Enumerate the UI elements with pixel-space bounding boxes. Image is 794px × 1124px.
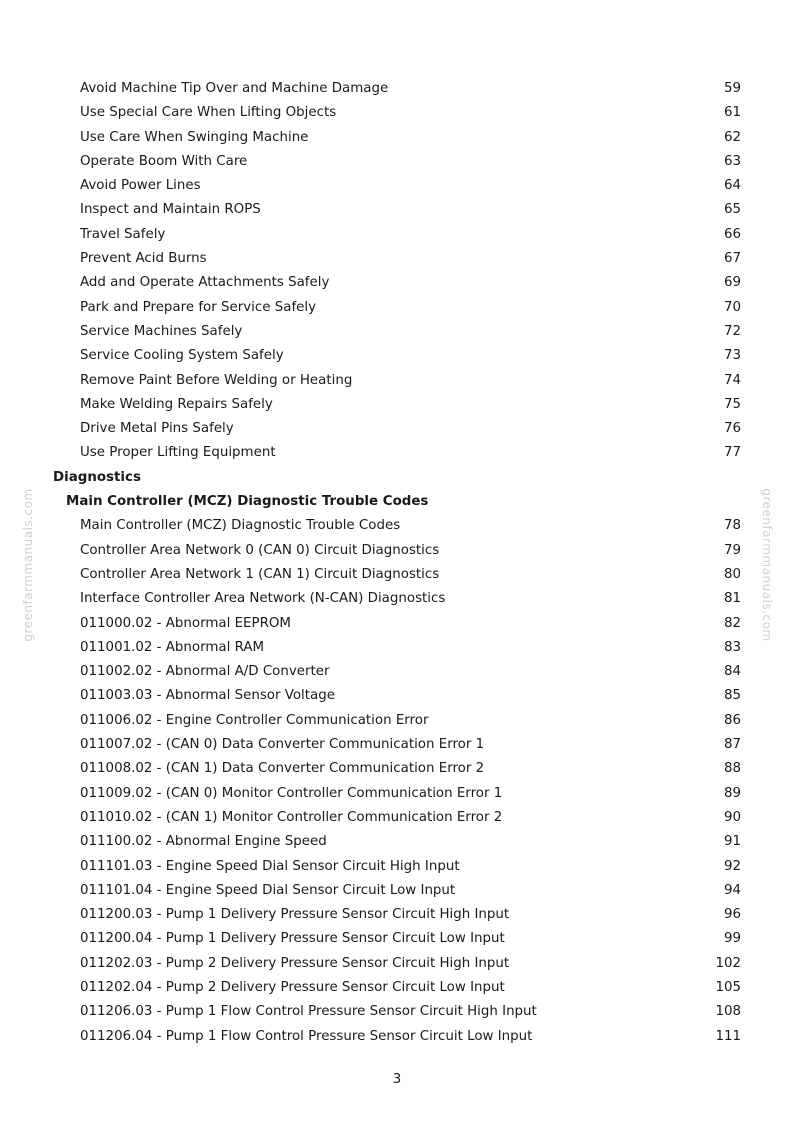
toc-entry[interactable] [0,855,794,879]
toc-entry-page: 85 [723,688,741,704]
toc-entry-title: 011010.02 - (CAN 1) Monitor Controller Communication Error 2 [80,809,503,825]
toc-entry[interactable] [0,344,794,368]
toc-entry[interactable] [0,296,794,320]
toc-entry-title: 011200.03 - Pump 1 Delivery Pressure Sensor Circuit High Input [80,907,510,923]
watermark-right: greenfarmmanuals.com [760,488,774,642]
toc-entry-page: 94 [723,882,741,898]
toc-entry-page: 77 [723,445,741,461]
toc-entry-page: 81 [723,591,741,607]
toc-entry-page: 90 [723,809,741,825]
toc-entry-page: 82 [723,615,741,631]
toc-entry-page: 59 [723,81,741,96]
toc-entry[interactable] [0,757,794,781]
toc-entry-page: 65 [723,202,741,218]
toc-entry-page: 75 [723,396,741,412]
toc-entry-title: Avoid Power Lines [80,178,201,194]
toc-entry[interactable] [0,709,794,733]
toc-entry-page: 102 [715,955,741,971]
toc-entry[interactable] [0,952,794,976]
toc-entry[interactable] [0,150,794,174]
toc-entry[interactable] [0,806,794,830]
toc-entry-title: Use Care When Swinging Machine [80,129,309,145]
toc-entry-title: Controller Area Network 0 (CAN 0) Circuit Diagnostics [80,542,440,558]
toc-entry[interactable] [0,976,794,1000]
toc-entry[interactable] [0,101,794,125]
toc-entry[interactable] [0,320,794,344]
toc-entry-page: 64 [723,178,741,194]
toc-entry-page: 74 [723,372,741,388]
toc-entry-page: 73 [723,348,741,364]
toc-entry-title: 011000.02 - Abnormal EEPROM [80,615,291,631]
toc-entry[interactable] [0,612,794,636]
toc-entry-page: 62 [723,129,741,145]
toc-entry-page: 76 [723,421,741,437]
toc-entry-page: 80 [723,566,741,582]
toc-entry-title: 011002.02 - Abnormal A/D Converter [80,664,330,680]
toc-entry-title: 011202.03 - Pump 2 Delivery Pressure Sensor Circuit High Input [80,955,510,971]
toc-entry-title: Park and Prepare for Service Safely [80,299,317,315]
toc-entry-title: Service Machines Safely [80,323,243,339]
toc-entry[interactable] [0,684,794,708]
toc-entry[interactable] [0,77,794,101]
toc-entry-title: 011202.04 - Pump 2 Delivery Pressure Sensor Circuit Low Input [80,979,505,995]
toc-entry-title: 011003.03 - Abnormal Sensor Voltage [80,688,335,704]
toc-entry-page: 79 [723,542,741,558]
toc-entry-title: Use Proper Lifting Equipment [80,445,276,461]
toc-entry[interactable] [0,927,794,951]
toc-entry[interactable] [0,198,794,222]
toc-entry-title: 011100.02 - Abnormal Engine Speed [80,834,327,850]
toc-entry[interactable] [0,514,794,538]
toc-entry[interactable] [0,539,794,563]
toc-entry[interactable] [0,903,794,927]
toc-entry[interactable] [0,636,794,660]
toc-subsection-heading [0,490,794,514]
toc-entry[interactable] [0,660,794,684]
toc-entry-title: Main Controller (MCZ) Diagnostic Trouble Codes [66,494,429,510]
toc-entry-title: 011001.02 - Abnormal RAM [80,639,265,655]
toc-entry[interactable] [0,441,794,465]
toc-entry[interactable] [0,879,794,903]
toc-entry-page: 99 [723,931,741,947]
toc-entry[interactable] [0,271,794,295]
watermark-left: greenfarmmanuals.com [21,488,35,642]
toc-entry-page: 111 [715,1028,741,1044]
toc-entry-title: Interface Controller Area Network (N-CAN) Diagnostics [80,591,446,607]
toc-entry-page: 72 [723,323,741,339]
toc-entry-title: 011006.02 - Engine Controller Communication Error [80,712,429,728]
toc-entry-title: Travel Safely [80,226,166,242]
toc-entry-page: 96 [723,907,741,923]
toc-entry-title: Remove Paint Before Welding or Heating [80,372,353,388]
toc-entry[interactable] [0,417,794,441]
toc-entry-page: 67 [723,251,741,267]
toc-entry-title: Avoid Machine Tip Over and Machine Damage [80,81,389,96]
toc-entry-title: 011101.04 - Engine Speed Dial Sensor Circuit Low Input [80,882,456,898]
toc-entry-page: 108 [715,1004,741,1020]
toc-entry-page: 87 [723,737,741,753]
toc-entry-title: Operate Boom With Care [80,153,248,169]
toc-entry-title: 011200.04 - Pump 1 Delivery Pressure Sensor Circuit Low Input [80,931,505,947]
toc-entry-title: 011206.03 - Pump 1 Flow Control Pressure Sensor Circuit High Input [80,1004,537,1020]
toc-entry-page: 83 [723,639,741,655]
toc-entry-page: 61 [723,105,741,121]
toc-entry[interactable] [0,563,794,587]
toc-entry-title: 011009.02 - (CAN 0) Monitor Controller Communication Error 1 [80,785,503,801]
toc-entry-title: Prevent Acid Burns [80,251,207,267]
table-of-contents [0,77,794,1049]
toc-section-heading [0,466,794,490]
toc-entry-page: 78 [723,518,741,534]
toc-entry-title: Controller Area Network 1 (CAN 1) Circuit Diagnostics [80,566,440,582]
toc-entry-title: Service Cooling System Safely [80,348,284,364]
toc-entry-page: 86 [723,712,741,728]
toc-entry-page: 84 [723,664,741,680]
toc-entry[interactable] [0,1025,794,1049]
toc-entry-title: Make Welding Repairs Safely [80,396,273,412]
toc-entry[interactable] [0,830,794,854]
toc-entry-title: 011008.02 - (CAN 1) Data Converter Communication Error 2 [80,761,485,777]
toc-entry-title: Use Special Care When Lifting Objects [80,105,337,121]
toc-entry-title: 011101.03 - Engine Speed Dial Sensor Circuit High Input [80,858,460,874]
toc-entry-page: 89 [723,785,741,801]
toc-entry-title: Main Controller (MCZ) Diagnostic Trouble Codes [80,518,401,534]
toc-entry-page: 92 [723,858,741,874]
toc-entry-page: 66 [723,226,741,242]
toc-entry-title: Diagnostics [53,469,141,485]
toc-entry-page: 105 [715,979,741,995]
toc-entry-page: 63 [723,153,741,169]
toc-entry[interactable] [0,369,794,393]
toc-entry[interactable] [0,126,794,150]
toc-entry[interactable] [0,174,794,198]
toc-entry-title: 011206.04 - Pump 1 Flow Control Pressure Sensor Circuit Low Input [80,1028,533,1044]
toc-entry[interactable] [0,393,794,417]
toc-entry-title: Drive Metal Pins Safely [80,421,234,437]
toc-entry[interactable] [0,1000,794,1024]
toc-entry-title: 011007.02 - (CAN 0) Data Converter Communication Error 1 [80,737,485,753]
toc-entry[interactable] [0,587,794,611]
toc-entry[interactable] [0,223,794,247]
toc-entry[interactable] [0,782,794,806]
toc-entry-page: 91 [723,834,741,850]
toc-entry[interactable] [0,247,794,271]
toc-entry-page: 70 [723,299,741,315]
toc-entry-page: 88 [723,761,741,777]
toc-entry[interactable] [0,733,794,757]
toc-entry-title: Inspect and Maintain ROPS [80,202,261,218]
page-number: 3 [392,1072,402,1087]
toc-entry-title: Add and Operate Attachments Safely [80,275,330,291]
toc-entry-page: 69 [723,275,741,291]
